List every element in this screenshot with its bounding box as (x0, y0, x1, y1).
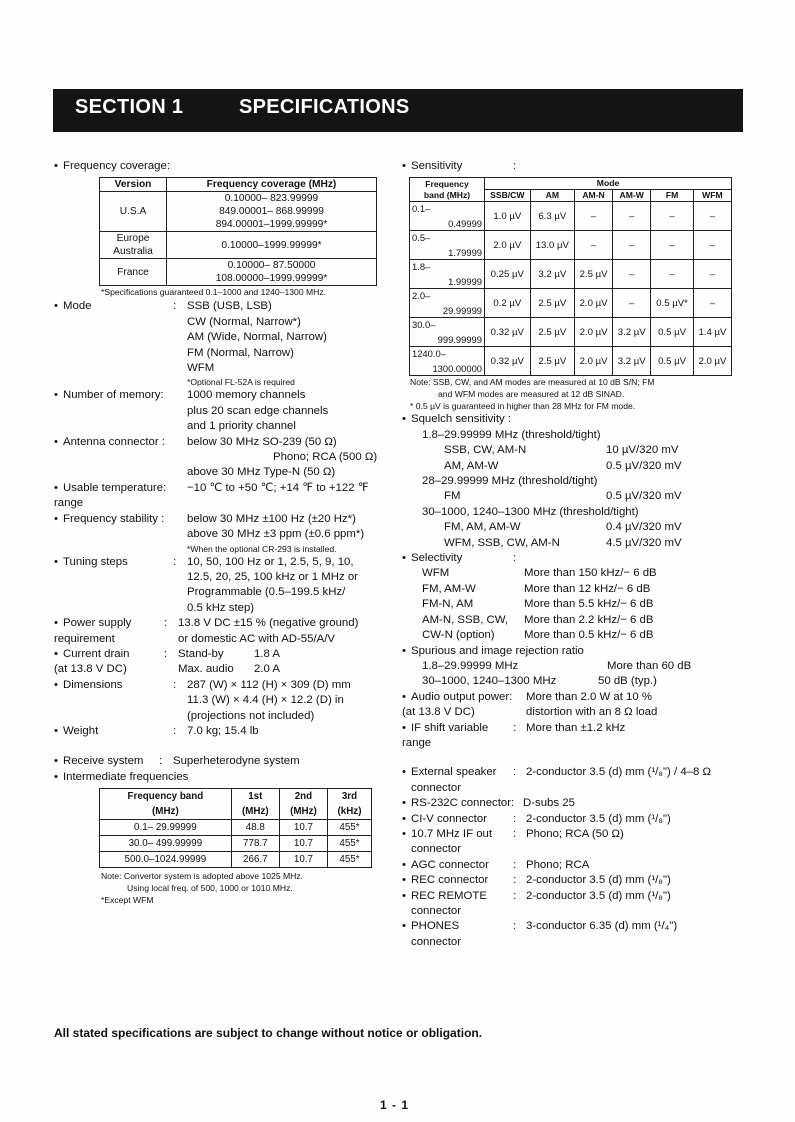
if-cell: 48.8 (231, 820, 279, 836)
sensitivity-row (410, 289, 732, 318)
mode-line: FM (Normal, Narrow) (187, 346, 294, 359)
audio-spec (402, 690, 742, 705)
audio-spec-2 (402, 705, 742, 720)
sensitivity-label: • Sensitivity (402, 159, 513, 174)
sensitivity-value: – (613, 260, 651, 289)
power-line: or domestic AC with AD-55/A/V (178, 632, 335, 645)
mode-note: *Optional FL-52A is required (187, 377, 295, 388)
if-cell: 500.0–1024.99999 (100, 852, 232, 868)
band-start: 1240.0– (412, 348, 446, 360)
if-cell: 10.7 (279, 852, 327, 868)
freq-range: 0.10000– 823.99999 (224, 193, 319, 205)
memory-line: plus 20 scan edge channels (187, 404, 329, 417)
connector-sep: : (513, 889, 517, 902)
antenna-spec (54, 435, 394, 481)
squelch-label: • Squelch sensitivity : (402, 412, 742, 427)
sensitivity-value: – (651, 260, 694, 289)
freq-range: 849.00001– 868.99999 (219, 206, 324, 218)
connector-item (402, 765, 742, 796)
mode-col-header: AM (530, 190, 574, 202)
memory-line: and 1 priority channel (187, 420, 296, 433)
sensitivity-value: 2.5 µV (530, 289, 574, 318)
ifshift-value: More than ±1.2 kHz (526, 721, 626, 734)
tuning-spec: • Tuning steps : 10, 50, 100 Hz or 1, 2.5, 5, 9, 10, 12.5, 20, 25, 100 kHz or 1 MHz or Programmable (0.5–199.5 kHz/ 0.5 kHz step) (54, 555, 394, 617)
temperature-spec (54, 481, 394, 496)
if-header (100, 789, 232, 820)
selectivity-spec: • Selectivity : (402, 551, 742, 566)
spurious-row (402, 659, 742, 674)
connector-cont: connector (411, 781, 462, 794)
receive-system-value: Superheterodyne system (173, 755, 300, 768)
connector-label: • PHONES (411, 920, 460, 933)
sensitivity-value: 0.25 µV (485, 260, 531, 289)
th-mode: Mode (485, 178, 732, 190)
stability-spec (54, 512, 394, 555)
if-cell: 778.7 (231, 836, 279, 852)
version-line: U.S.A (119, 206, 147, 218)
weight-value: 7.0 kg; 15.4 lb (187, 724, 259, 737)
squelch-mode: AM, AM-W (444, 459, 499, 472)
if-note: *Except WFM (101, 895, 154, 906)
freq-cell (167, 232, 377, 259)
mode-line: WFM (187, 362, 215, 375)
if-cell: 10.7 (279, 820, 327, 836)
squelch-value: 0.5 µV/320 mV (606, 459, 682, 472)
squelch-row (402, 474, 742, 489)
audio-label: • Audio output power: (402, 690, 526, 705)
if-freq-label: • Intermediate frequencies (54, 770, 394, 785)
temperature-label: • Usable temperature: (54, 481, 187, 496)
mode-col-header: FM (651, 190, 694, 202)
spurious-band: 30–1000, 1240–1300 MHz (422, 675, 557, 688)
antenna-line: above 30 MHz Type-N (50 Ω) (187, 466, 336, 479)
mode-line: SSB (USB, LSB) (187, 300, 272, 313)
freq-range: 0.10000– 87.50000 (227, 260, 316, 272)
sens-note: * 0.5 µV is guaranteed in higher than 28 MHz for FM mode. (410, 401, 636, 412)
connector-value: 2-conductor 3.5 (d) mm (¹/₈") / 4–8 Ω (526, 766, 712, 779)
if-header-line: Frequency band (127, 791, 204, 803)
tuning-line: 0.5 kHz step) (187, 601, 255, 614)
dimension-line: 11.3 (W) × 4.4 (H) × 12.2 (D) in (187, 694, 344, 707)
connector-value: D-subs 25 (523, 797, 575, 810)
temperature-value: −10 ℃ to +50 ℃; +14 ℉ to +122 ℉ (187, 481, 369, 494)
current-standby-label: Stand-by (178, 647, 224, 660)
if-row (100, 852, 372, 868)
connector-value: 3-conductor 6.35 (d) mm (¹/₄") (526, 920, 678, 933)
sensitivity-value: 2.0 µV (693, 347, 731, 376)
memory-label: • Number of memory: (54, 388, 178, 434)
tuning-line: Programmable (0.5–199.5 kHz/ (187, 586, 346, 599)
if-cell: 30.0– 499.99999 (100, 836, 232, 852)
squelch-values (402, 428, 742, 551)
power-line: 13.8 V DC ±15 % (negative ground) (178, 617, 359, 630)
squelch-value: 0.4 µV/320 mV (606, 521, 682, 534)
if-row (100, 836, 372, 852)
band-cell (410, 202, 485, 231)
connector-label: • REC REMOTE (411, 889, 487, 902)
sensitivity-value: – (651, 231, 694, 260)
connector-value: 2-conductor 3.5 (d) mm (¹/₈") (526, 812, 671, 825)
version-line: France (117, 266, 149, 278)
footer-note: All stated specifications are subject to change without notice or obligation. (54, 1026, 483, 1040)
connector-item (402, 873, 742, 888)
selectivity-value: More than 0.5 kHz/− 6 dB (524, 629, 654, 642)
current-spec: • Current drain (at 13.8 V DC) : Stand-by 1.8 A Max. audio 2.0 A (54, 647, 394, 678)
mode-col-header: SSB/CW (485, 190, 531, 202)
selectivity-mode: AM-N, SSB, CW, (422, 613, 509, 626)
spurious-value: 50 dB (typ.) (598, 675, 657, 688)
spurious-label: • Spurious and image rejection ratio (402, 644, 742, 659)
connector-cont: connector (411, 905, 462, 917)
if-header-line: 2nd (294, 791, 313, 803)
sensitivity-value: 6.3 µV (530, 202, 574, 231)
selectivity-mode: CW-N (option) (422, 629, 495, 642)
sensitivity-value: – (651, 202, 694, 231)
spurious-band: 1.8–29.99999 MHz (422, 659, 519, 672)
if-cell: 455* (327, 820, 371, 836)
page-number: 1 - 1 (380, 1098, 410, 1112)
band-cell (410, 318, 485, 347)
squelch-row (402, 428, 742, 443)
connector-label: • CI-V connector (411, 812, 487, 825)
band-end: 1.99999 (448, 276, 482, 288)
squelch-value: 10 µV/320 mV (606, 444, 679, 457)
freq-coverage-row (100, 232, 377, 259)
connector-item (402, 858, 742, 873)
sensitivity-row (410, 260, 732, 289)
sensitivity-value: 2.0 µV (574, 318, 612, 347)
if-header (231, 789, 279, 820)
squelch-row (402, 520, 742, 535)
connector-label: • External speaker (411, 766, 497, 779)
sensitivity-value: – (574, 231, 612, 260)
sensitivity-value: 13.0 µV (530, 231, 574, 260)
squelch-row (402, 459, 742, 474)
current-label2: (at 13.8 V DC) (54, 663, 127, 676)
squelch-value: 0.5 µV/320 mV (606, 490, 682, 503)
antenna-values (178, 435, 377, 481)
power-label2: requirement (54, 632, 115, 645)
tuning-values (187, 555, 358, 617)
th-version: Version (100, 178, 167, 192)
stability-line: below 30 MHz ±100 Hz (±20 Hz*) (187, 512, 356, 525)
connector-item (402, 827, 742, 858)
freq-coverage-label: • Frequency coverage: (54, 159, 394, 174)
sensitivity-value: – (613, 289, 651, 318)
freq-coverage-row (100, 192, 377, 232)
band-cell (410, 231, 485, 260)
freq-range: 108.00000–1999.99999* (215, 273, 328, 285)
band-end: 999.99999 (437, 334, 482, 346)
if-note: Using local freq. of 500, 1000 or 1010 MHz. (127, 883, 293, 894)
squelch-mode: FM, AM, AM-W (444, 521, 521, 534)
selectivity-value: More than 12 kHz/− 6 dB (524, 582, 651, 595)
squelch-value: 4.5 µV/320 mV (606, 536, 682, 549)
right-column (402, 159, 742, 950)
band-start: 2.0– (412, 290, 431, 302)
antenna-line: below 30 MHz SO-239 (50 Ω) (187, 435, 337, 448)
audio-label2: (at 13.8 V DC) (402, 706, 475, 719)
if-notes (101, 870, 394, 906)
selectivity-values (402, 566, 742, 643)
mode-col-header: AM-W (613, 190, 651, 202)
freq-coverage-note: *Specifications guaranteed 0.1–1000 and 1240–1300 MHz. (101, 287, 327, 298)
dimension-line: 287 (W) × 112 (H) × 309 (D) mm (187, 678, 351, 691)
selectivity-row (402, 566, 742, 581)
selectivity-value: More than 150 kHz/− 6 dB (524, 567, 657, 580)
freq-coverage-row (100, 259, 377, 286)
mode-spec: • Mode : SSB (USB, LSB) CW (Normal, Narrow*) AM (Wide, Normal, Narrow) FM (Normal, Narrow) WFM *Optional FL-52A is required (54, 299, 394, 388)
antenna-line: Phono; RCA (500 Ω) (273, 451, 378, 464)
antenna-label: • Antenna connector : (54, 435, 178, 481)
squelch-mode: SSB, CW, AM-N (444, 444, 527, 457)
if-header-line: (MHz) (290, 806, 317, 818)
receive-system-spec: • Receive system : Superheterodyne system (54, 754, 394, 769)
selectivity-mode: WFM (422, 567, 450, 580)
spurious-row (402, 674, 742, 689)
sens-note: and WFM modes are measured at 12 dB SINAD. (438, 389, 625, 400)
sensitivity-value: 0.5 µV* (651, 289, 694, 318)
tuning-line: 12.5, 20, 25, 100 kHz or 1 MHz or (187, 570, 358, 583)
if-row (100, 820, 372, 836)
band-end: 1.79999 (448, 247, 482, 259)
if-cell: 455* (327, 836, 371, 852)
connector-item (402, 796, 742, 811)
band-start: 1.8– (412, 261, 431, 273)
sensitivity-value: 2.0 µV (574, 289, 612, 318)
memory-spec (54, 388, 394, 434)
connector-value: Phono; RCA (526, 858, 590, 871)
connector-label: • REC connector (411, 874, 489, 887)
temperature-cont: range (54, 497, 84, 510)
audio-value: More than 2.0 W at 10 % (526, 690, 652, 703)
selectivity-value: More than 5.5 kHz/− 6 dB (524, 598, 654, 611)
selectivity-row (402, 582, 742, 597)
current-max-label: Max. audio (178, 663, 234, 676)
squelch-mode: FM (444, 490, 461, 503)
section-number: SECTION 1 (75, 96, 184, 118)
sensitivity-value: 1.4 µV (693, 318, 731, 347)
dimensions-label: • Dimensions (54, 678, 173, 724)
connector-label: • 10.7 MHz IF out (411, 827, 493, 840)
version-line: Europe (116, 233, 150, 245)
sensitivity-value: 3.2 µV (613, 347, 651, 376)
weight-label: • Weight (54, 724, 173, 739)
band-cell (410, 289, 485, 318)
sensitivity-value: 0.5 µV (651, 347, 694, 376)
connector-sep: : (513, 766, 517, 779)
selectivity-mode: FM, AM-W (422, 582, 476, 595)
band-end: 0.49999 (448, 218, 482, 230)
sensitivity-row (410, 347, 732, 376)
connector-sep: : (513, 812, 517, 825)
band-cell (410, 260, 485, 289)
mode-col-header: AM-N (574, 190, 612, 202)
connector-list (402, 765, 742, 950)
band-end: 29.99999 (442, 305, 482, 317)
sensitivity-value: 3.2 µV (530, 260, 574, 289)
tuning-label: • Tuning steps (54, 555, 173, 617)
dimensions-values (187, 678, 351, 724)
memory-line: 1000 memory channels (187, 389, 306, 402)
th-band-line: band (MHz) (423, 189, 471, 200)
sensitivity-value: 0.32 µV (485, 347, 531, 376)
stability-line: above 30 MHz ±3 ppm (±0.6 ppm*) (187, 528, 365, 541)
freq-range: 894.00001–1999.99999* (215, 219, 328, 231)
if-header (279, 789, 327, 820)
if-header-line: (MHz) (152, 806, 179, 818)
connector-sep: : (513, 920, 517, 933)
squelch-row (402, 443, 742, 458)
if-cell: 10.7 (279, 836, 327, 852)
mode-values (187, 299, 327, 388)
connector-sep: : (513, 874, 517, 887)
version-cell (100, 232, 167, 259)
sensitivity-value: – (574, 202, 612, 231)
selectivity-value: More than 2.2 kHz/− 6 dB (524, 613, 654, 626)
stability-label: • Frequency stability : (54, 512, 178, 555)
squelch-row (402, 536, 742, 551)
freq-cell (167, 259, 377, 286)
connector-value: 2-conductor 3.5 (d) mm (¹/₈") (526, 889, 671, 902)
dimension-line: (projections not included) (187, 709, 315, 722)
band-start: 30.0– (412, 319, 436, 331)
sensitivity-table (409, 177, 732, 376)
th-freq: Frequency coverage (MHz) (167, 178, 377, 192)
sensitivity-value: 1.0 µV (485, 202, 531, 231)
ifshift-label: • IF shift variable (402, 721, 513, 736)
stability-values (178, 512, 364, 555)
selectivity-label: • Selectivity (402, 551, 513, 566)
ifshift-spec: • IF shift variable : More than ±1.2 kHz (402, 721, 742, 736)
connector-label: • AGC connector (411, 858, 489, 871)
mode-line: AM (Wide, Normal, Narrow) (187, 331, 327, 344)
squelch-mode: 1.8–29.99999 MHz (threshold/tight) (422, 428, 601, 441)
sensitivity-value: 3.2 µV (613, 318, 651, 347)
current-standby-value: 1.8 A (254, 647, 280, 660)
sensitivity-notes (410, 376, 742, 412)
band-start: 0.5– (412, 232, 431, 244)
th-band (410, 178, 485, 202)
if-cell: 455* (327, 852, 371, 868)
band-cell (410, 347, 485, 376)
connector-cont: connector (411, 935, 462, 948)
squelch-mode: WFM, SSB, CW, AM-N (444, 536, 560, 549)
version-line: Australia (113, 246, 153, 258)
receive-system-label: • Receive system (54, 754, 159, 769)
connector-label: • RS-232C connector: (411, 797, 515, 810)
power-spec: • Power supply requirement : 13.8 V DC ±15 % (negative ground) or domestic AC with AD-55/A/V (54, 616, 394, 647)
sensitivity-value: – (693, 289, 731, 318)
sensitivity-value: – (693, 231, 731, 260)
if-header-line: (MHz) (241, 806, 269, 818)
band-end: 1300.00000 (432, 363, 482, 375)
sensitivity-value: – (613, 231, 651, 260)
if-cell: 266.7 (231, 852, 279, 868)
tuning-line: 10, 50, 100 Hz or 1, 2.5, 5, 9, 10, (187, 555, 354, 568)
freq-cell (167, 192, 377, 232)
selectivity-row (402, 628, 742, 643)
section-title: SPECIFICATIONS (239, 96, 410, 118)
sensitivity-value: 0.2 µV (485, 289, 531, 318)
weight-spec: • Weight : 7.0 kg; 15.4 lb (54, 724, 394, 739)
sensitivity-value: 2.5 µV (530, 318, 574, 347)
if-header-line: 1st (248, 791, 263, 803)
sensitivity-value: 2.0 µV (574, 347, 612, 376)
connector-value: 2-conductor 3.5 (d) mm (¹/₈") (526, 874, 671, 887)
spurious-value: More than 60 dB (607, 659, 692, 672)
sensitivity-value: – (693, 260, 731, 289)
squelch-row (402, 489, 742, 504)
audio-value: distortion with an 8 Ω load (526, 706, 658, 719)
if-header-line: (kHz) (337, 806, 362, 818)
if-cell: 0.1– 29.99999 (100, 820, 232, 836)
connector-value: Phono; RCA (50 Ω) (526, 827, 624, 840)
current-label: • Current drain (54, 647, 164, 662)
if-header-line: 3rd (341, 791, 358, 803)
power-label: • Power supply (54, 616, 164, 631)
sensitivity-row (410, 318, 732, 347)
sensitivity-value: 0.5 µV (651, 318, 694, 347)
selectivity-row (402, 613, 742, 628)
sensitivity-value: 2.5 µV (574, 260, 612, 289)
sensitivity-spec: • Sensitivity : (402, 159, 742, 174)
sensitivity-value: 2.5 µV (530, 347, 574, 376)
connector-sep: : (513, 827, 517, 840)
if-header (327, 789, 371, 820)
current-max-value: 2.0 A (254, 663, 280, 676)
memory-values (178, 388, 328, 434)
squelch-row (402, 505, 742, 520)
sensitivity-row (410, 202, 732, 231)
left-column (54, 159, 394, 906)
band-start: 0.1– (412, 203, 431, 215)
connector-cont: connector (411, 843, 462, 856)
selectivity-mode: FM-N, AM (422, 598, 474, 611)
squelch-mode: 28–29.99999 MHz (threshold/tight) (422, 475, 598, 488)
sensitivity-value: – (693, 202, 731, 231)
squelch-mode: 30–1000, 1240–1300 MHz (threshold/tight) (422, 505, 639, 518)
freq-range: 0.10000–1999.99999* (221, 239, 322, 251)
version-cell (100, 259, 167, 286)
th-band-line: Frequency (425, 178, 469, 189)
stability-note: *When the optional CR-293 is installed. (187, 543, 337, 554)
connector-sep: : (513, 858, 517, 871)
mode-label: • Mode (54, 299, 173, 388)
version-cell (100, 192, 167, 232)
ifshift-label2: range (402, 736, 432, 749)
connector-item (402, 889, 742, 920)
selectivity-row (402, 597, 742, 612)
if-freq-table (99, 788, 372, 868)
mode-line: CW (Normal, Narrow*) (187, 315, 301, 328)
dimensions-spec: • Dimensions : 287 (W) × 112 (H) × 309 (D) mm 11.3 (W) × 4.4 (H) × 12.2 (D) in (projections not included) (54, 678, 394, 724)
sensitivity-value: 2.0 µV (485, 231, 531, 260)
connector-item (402, 812, 742, 827)
freq-coverage-table (99, 177, 377, 286)
sens-note: Note: SSB, CW, and AM modes are measured at 10 dB S/N; FM (410, 377, 655, 388)
mode-col-header: WFM (693, 190, 731, 202)
if-note: Note: Convertor system is adopted above 1025 MHz. (101, 871, 304, 882)
sensitivity-value: 0.32 µV (485, 318, 531, 347)
sensitivity-row (410, 231, 732, 260)
sensitivity-value: – (613, 202, 651, 231)
connector-item (402, 919, 742, 950)
section-header (53, 89, 743, 132)
